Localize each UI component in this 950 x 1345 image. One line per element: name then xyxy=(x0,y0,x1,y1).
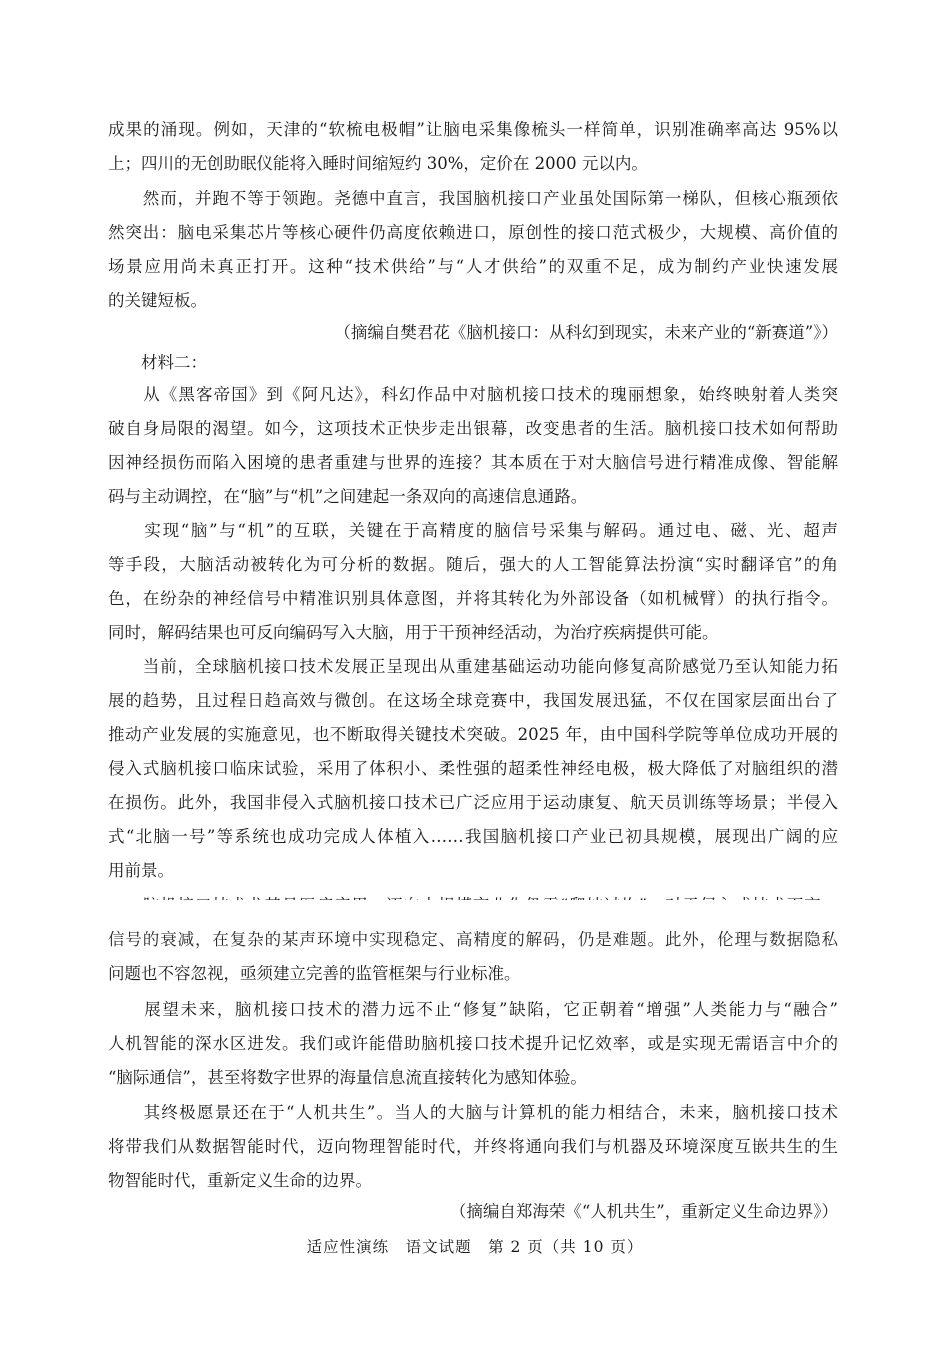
text-line: “脑际通信”，甚至将数字世界的海量信息流直接转化为感知体验。 xyxy=(108,1068,587,1087)
text-line: 展的趋势，且过程日趋高效与微创。在这场全球竞赛中，我国发展迅猛，不仅在国家层面出台了 xyxy=(108,691,838,710)
text-line: 式“北脑一号”等系统也成功完成人体植入……我国脑机接口产业已初具规模，展现出广阔的应 xyxy=(108,827,838,846)
text-line: 破自身局限的渴望。如今，这项技术正快步走出银幕，改变患者的生活。脑机接口技术如何帮助 xyxy=(108,419,838,438)
text-line: 场景应用尚未真正打开。这种“技术供给”与“人才供给”的双重不足，成为制约产业快速发展 xyxy=(108,257,838,276)
section-heading: 材料二： xyxy=(108,353,207,372)
text-line: 物智能时代，重新定义生命的边界。 xyxy=(108,1171,372,1190)
cut-off-text: 信号的衰减，在复杂的某声环境中实现稳定、高精度的解码，仍是难题。此外，伦理与数据隐私 xyxy=(108,930,838,949)
text-line: 用前景。 xyxy=(108,861,174,880)
text-line: 等手段，大脑活动被转化为可分析的数据。随后，强大的人工智能算法扮演“实时翻译官”的角 xyxy=(108,555,838,574)
text-line: 实现“脑”与“机”的互联，关键在于高精度的脑信号采集与解码。通过电、磁、光、超声 xyxy=(108,521,838,540)
text-line: 其终极愿景还在于“人机共生”。当人的大脑与计算机的能力相结合，未来，脑机接口技术 xyxy=(108,1103,838,1122)
text-line: 从《黑客帝国》到《阿凡达》，科幻作品中对脑机接口技术的瑰丽想象，始终映射着人类突 xyxy=(108,385,838,404)
source-citation: （摘编自樊君花《脑机接口：从科幻到现实，未来产业的“新赛道”》） xyxy=(334,323,838,342)
text-line: 上；四川的无创助眠仪能将入睡时间缩短约 30%，定价在 2000 元以内。 xyxy=(108,154,648,173)
source-citation: （摘编自郑海荣《“人机共生”，重新定义生命边界》） xyxy=(449,1202,838,1221)
text-line: 侵入式脑机接口临床试验，采用了体积小、柔性强的超柔性神经电极，极大降低了对脑组织的潜 xyxy=(108,759,838,778)
text-line: 然而，并跑不等于领跑。尧德中直言，我国脑机接口产业虽处国际第一梯队，但核心瓶颈依 xyxy=(108,189,838,208)
text-line: 码与主动调控，在“脑”与“机”之间建起一条双向的高速信息通路。 xyxy=(108,487,588,506)
text-line: 推动产业发展的实施意见，也不断取得关键技术突破。2025 年，由中国科学院等单位成功开展的 xyxy=(108,725,838,744)
page-footer: 适应性演练 语文试题 第 2 页（共 10 页） xyxy=(306,1238,644,1256)
text-line: 成果的涌现。例如，天津的“软梳电极帽”让脑电采集像梳头一样简单，识别准确率高达 95%以 xyxy=(108,120,838,139)
text-line: 因神经损伤而陷入困境的患者重建与世界的连接？其本质在于对大脑信号进行精准成像、智能解 xyxy=(108,453,838,472)
text-line: 当前，全球脑机接口技术发展正呈现出从重建基础运动功能向修复高阶感觉乃至认知能力拓 xyxy=(108,657,838,676)
text-line: 的关键短板。 xyxy=(108,291,207,310)
text-line: 然突出：脑电采集芯片等核心硬件仍高度依赖进口，原创性的接口范式极少，大规模、高价值的 xyxy=(108,223,838,242)
text-line: 人机智能的深水区进发。我们或许能借助脑机接口技术提升记忆效率，或是实现无需语言中介的 xyxy=(108,1034,838,1053)
text-line: 同时，解码结果也可反向编码写入大脑，用于干预神经活动，为治疗疾病提供可能。 xyxy=(108,623,719,642)
text-line: 色，在纷杂的神经信号中精准识别具体意图，并将其转化为外部设备（如机械臂）的执行指令。 xyxy=(108,589,838,608)
text-line: 在损伤。此外，我国非侵入式脑机接口技术已广泛应用于运动康复、航天员训练等场景；半侵入 xyxy=(108,793,838,812)
text-line: 展望未来，脑机接口技术的潜力远不止“修复”缺陷，它正朝着“增强”人类能力与“融合” xyxy=(108,1000,838,1019)
text-line: 问题也不容忽视，亟须建立完善的监管框架与行业标准。 xyxy=(108,964,521,983)
cut-off-line xyxy=(108,930,838,950)
text-line: 将带我们从数据智能时代，迈向物理智能时代，并终将通向我们与机器及环境深度互嵌共生的生 xyxy=(108,1137,838,1156)
